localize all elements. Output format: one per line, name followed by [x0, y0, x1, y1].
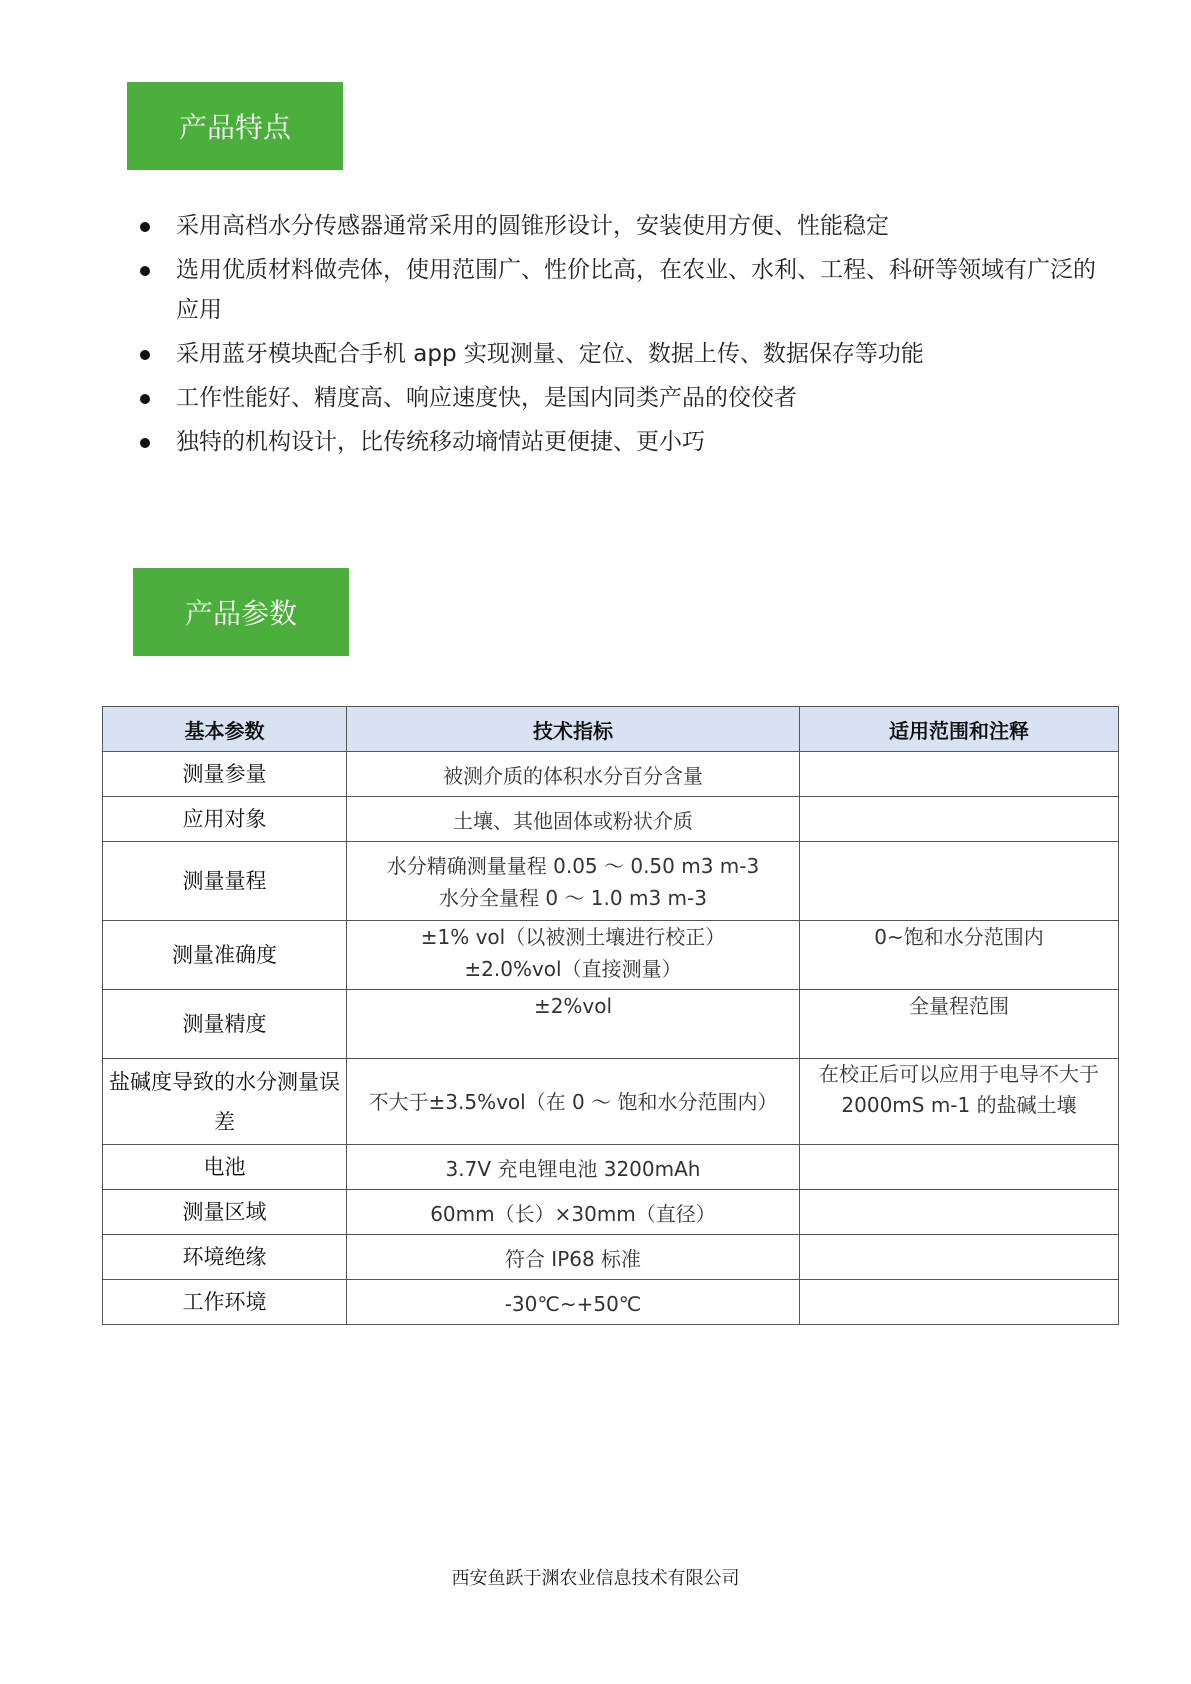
- bullet-icon: [140, 438, 150, 448]
- param-spec-line: 符合 IP68 标准: [504, 1247, 642, 1271]
- param-name: 测量参量: [103, 752, 347, 797]
- feature-item: [138, 422, 1098, 462]
- param-note: [800, 842, 1119, 921]
- param-note: [800, 752, 1119, 797]
- feature-item: [138, 250, 1098, 330]
- param-note: [800, 1190, 1119, 1235]
- param-spec: [347, 1145, 800, 1190]
- param-name: 测量准确度: [103, 921, 347, 990]
- param-note: [800, 1280, 1119, 1325]
- feature-item: [138, 378, 1098, 418]
- param-spec: [347, 990, 800, 1059]
- table-row: [103, 752, 1119, 797]
- bullet-icon: [140, 350, 150, 360]
- param-name: 测量区域: [103, 1190, 347, 1235]
- param-note: [800, 1235, 1119, 1280]
- param-spec-line: 土壤、其他固体或粉状介质: [453, 809, 693, 833]
- params-section-title: 产品参数: [133, 568, 349, 656]
- table-row: [103, 842, 1119, 921]
- param-spec: [347, 797, 800, 842]
- param-name: 环境绝缘: [103, 1235, 347, 1280]
- param-name: 应用对象: [103, 797, 347, 842]
- param-name: 电池: [103, 1145, 347, 1190]
- param-name: 测量量程: [103, 842, 347, 921]
- feature-text: 选用优质材料做壳体，使用范围广、性价比高，在农业、水利、工程、科研等领域有广泛的应用: [176, 257, 1096, 323]
- param-name: 盐碱度导致的水分测量误差: [103, 1059, 347, 1145]
- table-row: [103, 1145, 1119, 1190]
- feature-item: [138, 334, 1098, 374]
- param-spec: [347, 1280, 800, 1325]
- param-note: 在校正后可以应用于电导不大于 2000mS m-1 的盐碱土壤: [800, 1059, 1119, 1145]
- table-row: [103, 797, 1119, 842]
- param-spec-line: 水分全量程 0 ～ 1.0 m3 m-3: [439, 886, 707, 910]
- param-spec-line: -30℃~+50℃: [504, 1292, 642, 1316]
- header-scope-notes: 适用范围和注释: [800, 707, 1119, 752]
- param-spec: [347, 921, 800, 990]
- param-name: 工作环境: [103, 1280, 347, 1325]
- feature-text: 工作性能好、精度高、响应速度快，是国内同类产品的佼佼者: [176, 385, 797, 411]
- feature-text: 采用蓝牙模块配合手机 app 实现测量、定位、数据上传、数据保存等功能: [176, 341, 924, 367]
- param-spec-line: ±2%vol: [533, 994, 613, 1018]
- table-row: [103, 1235, 1119, 1280]
- param-spec-line: 被测介质的体积水分百分含量: [443, 764, 703, 788]
- param-spec-line: 水分精确测量量程 0.05 ～ 0.50 m3 m-3: [386, 854, 760, 878]
- features-section-title: 产品特点: [127, 82, 343, 170]
- feature-text: 独特的机构设计，比传统移动墒情站更便捷、更小巧: [176, 429, 705, 455]
- table-row: [103, 921, 1119, 990]
- table-row: [103, 1059, 1119, 1145]
- param-note: [800, 797, 1119, 842]
- header-tech-spec: 技术指标: [347, 707, 800, 752]
- param-spec-line: 不大于±3.5%vol（在 0 ～ 饱和水分范围内）: [368, 1089, 778, 1114]
- header-basic-param: 基本参数: [103, 707, 347, 752]
- param-spec-line: 3.7V 充电锂电池 3200mAh: [445, 1157, 701, 1181]
- table-header-row: [103, 707, 1119, 752]
- bullet-icon: [140, 266, 150, 276]
- param-spec: [347, 1235, 800, 1280]
- bullet-icon: [140, 394, 150, 404]
- feature-item: [138, 206, 1098, 246]
- table-row: [103, 990, 1119, 1059]
- param-note: [800, 1145, 1119, 1190]
- table-row: [103, 1280, 1119, 1325]
- param-spec-line: ±2.0%vol（直接测量）: [464, 957, 682, 981]
- param-note: 0~饱和水分范围内: [800, 921, 1119, 990]
- params-table: [102, 706, 1119, 1325]
- bullet-icon: [140, 222, 150, 232]
- table-row: [103, 1190, 1119, 1235]
- footer-company: 西安鱼跃于渊农业信息技术有限公司: [451, 1568, 740, 1589]
- param-spec: [347, 1190, 800, 1235]
- param-note: 全量程范围: [800, 990, 1119, 1059]
- param-spec-line: 60mm（长）×30mm（直径）: [430, 1202, 716, 1226]
- param-name: 测量精度: [103, 990, 347, 1059]
- feature-text: 采用高档水分传感器通常采用的圆锥形设计，安装使用方便、性能稳定: [176, 213, 889, 239]
- param-spec: [347, 1059, 800, 1145]
- param-spec-line: ±1% vol（以被测土壤进行校正）: [420, 925, 726, 949]
- features-list: [138, 206, 1098, 466]
- param-spec: [347, 752, 800, 797]
- param-spec: [347, 842, 800, 921]
